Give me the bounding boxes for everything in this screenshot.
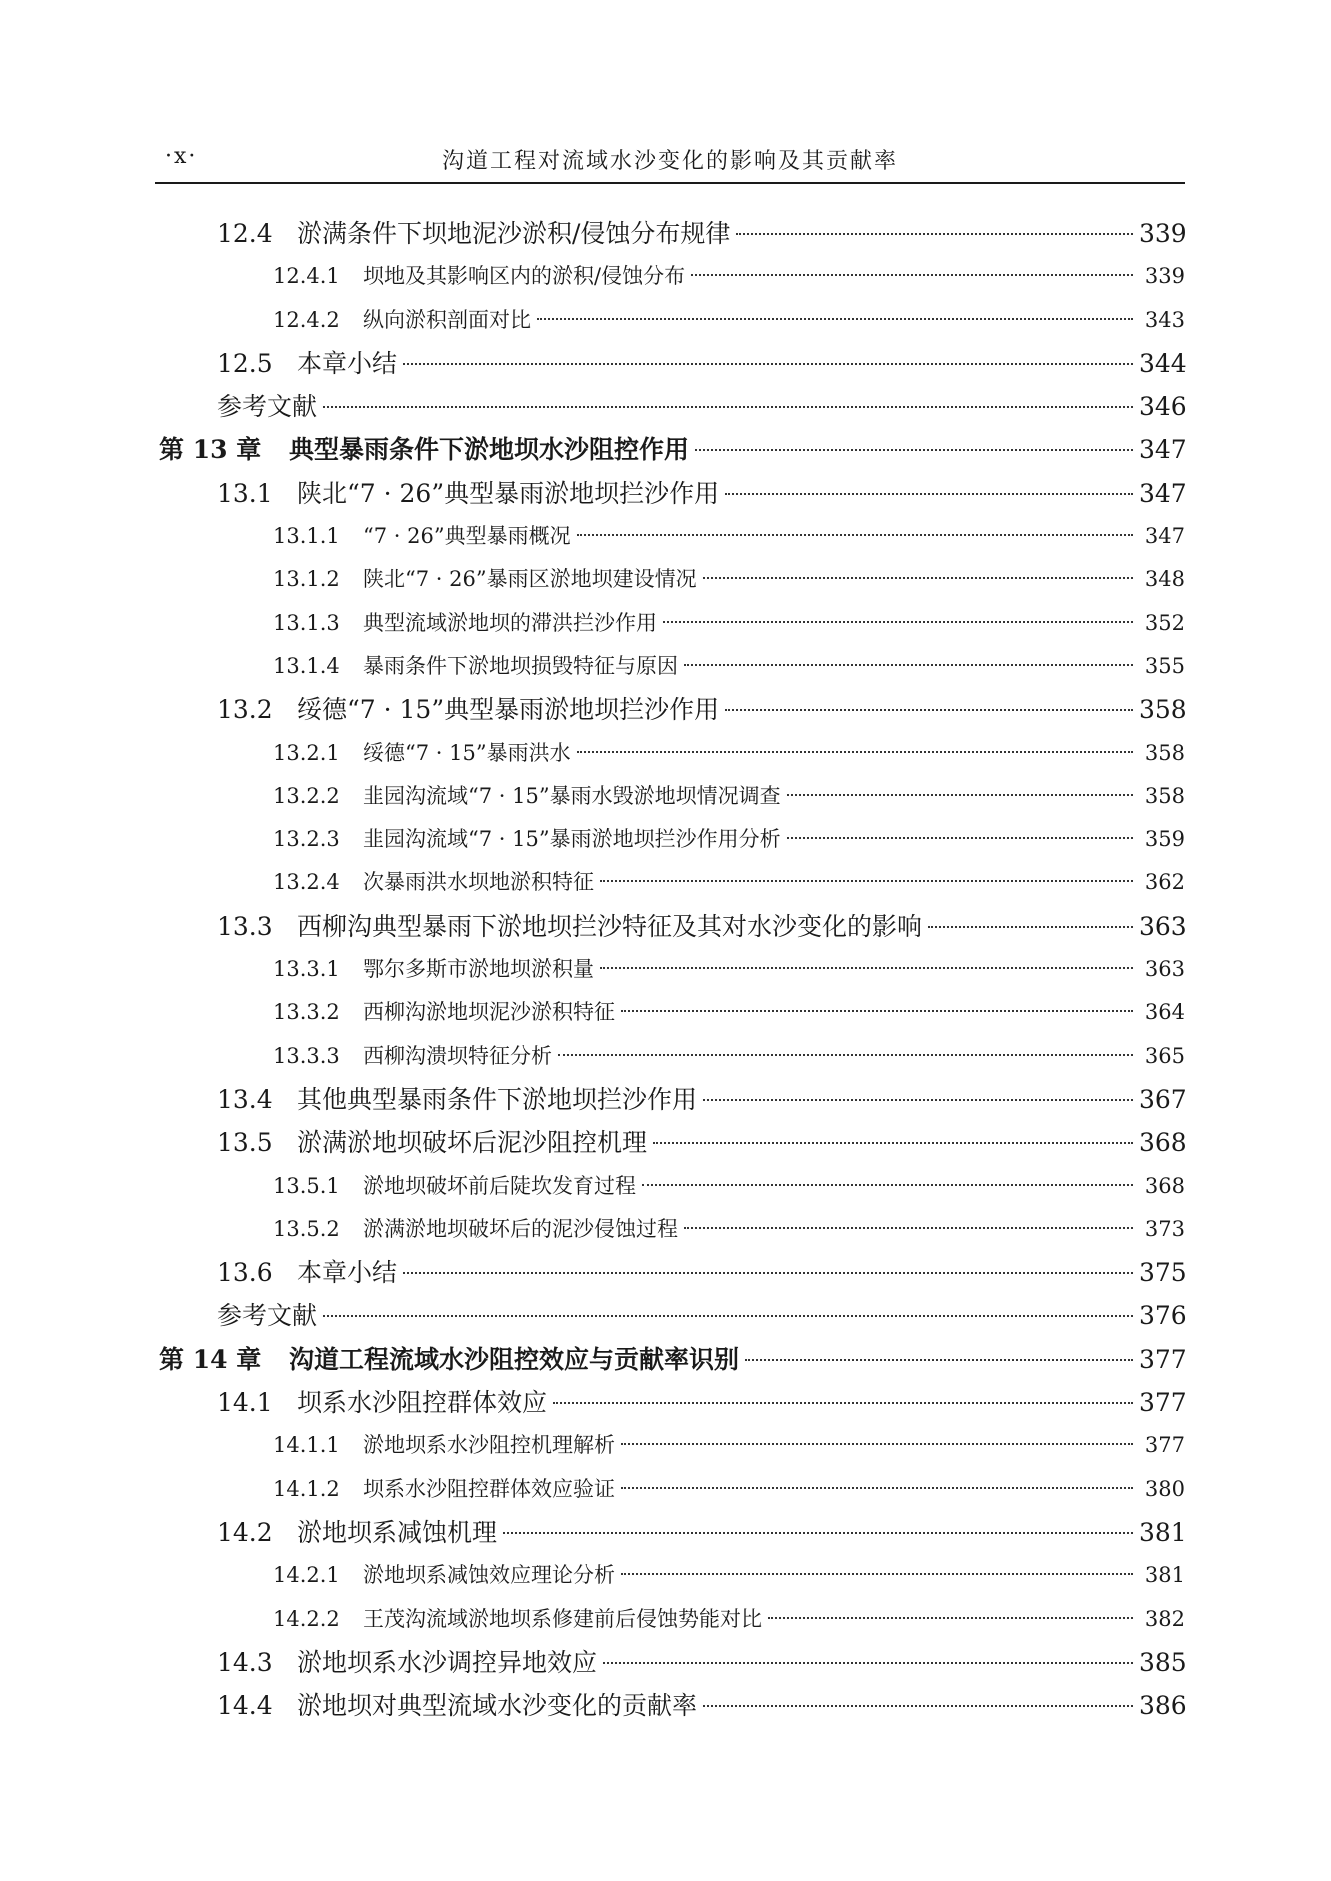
toc-entry-page: 352 xyxy=(1144,610,1185,635)
toc-entry-page: 367 xyxy=(1139,1084,1187,1114)
toc-entry-sub[interactable] xyxy=(155,255,1185,298)
toc-entry-number: 13.3 xyxy=(217,911,273,941)
toc-entry-title: 其他典型暴雨条件下淤地坝拦沙作用 xyxy=(297,1084,698,1114)
dot-leader xyxy=(323,1315,1133,1317)
dot-leader xyxy=(537,318,1133,320)
toc-entry-number: 13.1.1 xyxy=(273,524,340,549)
toc-entry-page: 363 xyxy=(1139,911,1187,941)
toc-entry-sub[interactable] xyxy=(155,775,1185,818)
toc-entry-page: 358 xyxy=(1144,783,1185,808)
toc-entry-page: 347 xyxy=(1139,435,1187,465)
toc-entry-page: 339 xyxy=(1144,264,1185,289)
toc-entry-number: 14.4 xyxy=(217,1691,273,1721)
dot-leader xyxy=(787,794,1133,796)
toc-entry-title: 韭园沟流域“7 · 15”暴雨水毁淤地坝情况调查 xyxy=(363,783,781,808)
toc-entry-sub[interactable] xyxy=(155,299,1185,342)
toc-entry-page: 373 xyxy=(1144,1216,1185,1241)
toc-entry-page: 375 xyxy=(1139,1258,1187,1288)
toc-entry-number: 14.2 xyxy=(217,1517,273,1547)
toc-entry-title: 沟道工程流域水沙阻控效应与贡献率识别 xyxy=(289,1344,740,1374)
toc-entry-page: 362 xyxy=(1144,870,1185,895)
toc-entry-page: 380 xyxy=(1144,1476,1185,1501)
toc-entry-number: 12.5 xyxy=(217,348,273,378)
dot-leader xyxy=(600,967,1133,969)
dot-leader xyxy=(621,1010,1133,1012)
toc-entry-title: 本章小结 xyxy=(297,348,398,378)
toc-entry-page: 358 xyxy=(1139,695,1187,725)
toc-entry-sub[interactable] xyxy=(155,1165,1185,1208)
toc-entry-title: 西柳沟典型暴雨下淤地坝拦沙特征及其对水沙变化的影响 xyxy=(297,911,923,941)
toc-entry-section[interactable] xyxy=(155,1251,1185,1294)
toc-entry-number: 13.5 xyxy=(217,1128,273,1158)
dot-leader xyxy=(703,577,1133,579)
toc-entry-number: 14.1 xyxy=(217,1388,273,1418)
table-of-contents xyxy=(155,212,1185,1727)
page-number: ·x· xyxy=(165,144,198,169)
toc-entry-sub[interactable] xyxy=(155,732,1185,775)
toc-entry-page: 377 xyxy=(1139,1344,1187,1374)
toc-entry-number: 13.2.1 xyxy=(273,740,340,765)
book-title: 沟道工程对流域水沙变化的影响及其贡献率 xyxy=(441,149,898,174)
dot-leader xyxy=(691,274,1133,276)
toc-entry-number: 13.1 xyxy=(217,478,273,508)
toc-entry-number: 13.6 xyxy=(217,1258,273,1288)
toc-entry-title: “7 · 26”典型暴雨概况 xyxy=(363,524,571,549)
toc-entry-title: 陕北“7 · 26”暴雨区淤地坝建设情况 xyxy=(363,567,697,592)
toc-entry-title: 淤满淤地坝破坏后的泥沙侵蚀过程 xyxy=(363,1216,678,1241)
dot-leader xyxy=(768,1617,1133,1619)
toc-entry-title: 坝系水沙阻控群体效应 xyxy=(297,1388,548,1418)
toc-entry-page: 359 xyxy=(1144,827,1185,852)
toc-entry-sub[interactable] xyxy=(155,1598,1185,1641)
toc-entry-number: 13.1.3 xyxy=(273,610,340,635)
toc-entry-page: 339 xyxy=(1139,219,1187,248)
toc-entry-page: 386 xyxy=(1139,1691,1187,1721)
dot-leader xyxy=(577,534,1133,536)
toc-entry-title: 绥德“7 · 15”典型暴雨淤地坝拦沙作用 xyxy=(297,695,720,725)
toc-entry-page: 381 xyxy=(1139,1517,1187,1547)
toc-entry-sub[interactable] xyxy=(155,645,1185,688)
toc-entry-title: 参考文献 xyxy=(217,392,318,422)
toc-entry-number: 14.2.1 xyxy=(273,1563,340,1588)
dot-leader xyxy=(684,1227,1133,1229)
toc-entry-title: 绥德“7 · 15”暴雨洪水 xyxy=(363,740,571,765)
toc-entry-page: 355 xyxy=(1144,653,1185,678)
toc-entry-chapter[interactable] xyxy=(155,1338,1185,1381)
toc-entry-number: 12.4.1 xyxy=(273,264,340,289)
dot-leader xyxy=(503,1532,1133,1534)
toc-entry-number: 13.3.2 xyxy=(273,1000,340,1025)
toc-entry-page: 343 xyxy=(1144,307,1185,332)
toc-entry-sub[interactable] xyxy=(155,1208,1185,1251)
toc-entry-title: 王茂沟流域淤地坝系修建前后侵蚀势能对比 xyxy=(363,1606,762,1631)
toc-entry-sub[interactable] xyxy=(155,1554,1185,1597)
toc-entry-sub[interactable] xyxy=(155,602,1185,645)
toc-entry-page: 346 xyxy=(1139,392,1187,422)
toc-entry-sub[interactable] xyxy=(155,1424,1185,1467)
dot-leader xyxy=(703,1099,1133,1101)
toc-entry-title: 西柳沟溃坝特征分析 xyxy=(363,1043,552,1068)
dot-leader xyxy=(703,1705,1133,1707)
toc-entry-ref[interactable] xyxy=(155,385,1185,428)
toc-entry-number: 13.2 xyxy=(217,695,273,725)
toc-entry-number: 13.3.3 xyxy=(273,1043,340,1068)
toc-entry-section[interactable] xyxy=(155,1641,1185,1684)
toc-entry-title: 淤地坝系水沙阻控机理解析 xyxy=(363,1433,615,1458)
toc-entry-title: 淤地坝系减蚀效应理论分析 xyxy=(363,1563,615,1588)
toc-entry-sub[interactable] xyxy=(155,1468,1185,1511)
toc-entry-number: 第 14 章 xyxy=(159,1344,262,1374)
toc-entry-sub[interactable] xyxy=(155,515,1185,558)
toc-entry-number: 第 13 章 xyxy=(159,435,262,465)
dot-leader xyxy=(403,363,1133,365)
toc-entry-number: 14.2.2 xyxy=(273,1606,340,1631)
dot-leader xyxy=(600,880,1133,882)
toc-entry-sub[interactable] xyxy=(155,861,1185,904)
toc-entry-page: 368 xyxy=(1139,1128,1187,1158)
toc-entry-number: 12.4 xyxy=(217,219,273,248)
toc-entry-title: 淤满条件下坝地泥沙淤积/侵蚀分布规律 xyxy=(297,219,731,248)
dot-leader xyxy=(553,1402,1133,1404)
toc-entry-title: 典型暴雨条件下淤地坝水沙阻控作用 xyxy=(289,435,690,465)
toc-entry-title: 暴雨条件下淤地坝损毁特征与原因 xyxy=(363,653,678,678)
page-header xyxy=(155,140,1185,184)
toc-entry-sub[interactable] xyxy=(155,991,1185,1034)
toc-entry-title: 坝系水沙阻控群体效应验证 xyxy=(363,1476,615,1501)
toc-entry-page: 347 xyxy=(1144,524,1185,549)
toc-entry-ref[interactable] xyxy=(155,1294,1185,1337)
toc-entry-title: 韭园沟流域“7 · 15”暴雨淤地坝拦沙作用分析 xyxy=(363,827,781,852)
toc-entry-page: 382 xyxy=(1144,1606,1185,1631)
toc-entry-title: 坝地及其影响区内的淤积/侵蚀分布 xyxy=(363,264,686,289)
toc-entry-section[interactable] xyxy=(155,688,1185,731)
toc-entry-section[interactable] xyxy=(155,212,1185,255)
dot-leader xyxy=(928,926,1133,928)
toc-entry-page: 377 xyxy=(1144,1433,1185,1458)
dot-leader xyxy=(736,233,1133,235)
toc-entry-section[interactable] xyxy=(155,1381,1185,1424)
dot-leader xyxy=(663,621,1133,623)
toc-entry-section[interactable] xyxy=(155,905,1185,948)
toc-entry-number: 13.2.4 xyxy=(273,870,340,895)
toc-entry-number: 12.4.2 xyxy=(273,307,340,332)
toc-entry-page: 368 xyxy=(1144,1173,1185,1198)
dot-leader xyxy=(787,837,1133,839)
toc-entry-page: 364 xyxy=(1144,1000,1185,1025)
toc-entry-title: 鄂尔多斯市淤地坝淤积量 xyxy=(363,957,594,982)
toc-entry-title: 淤地坝对典型流域水沙变化的贡献率 xyxy=(297,1691,698,1721)
toc-entry-title: 淤地坝系水沙调控异地效应 xyxy=(297,1647,598,1677)
toc-entry-section[interactable] xyxy=(155,1684,1185,1727)
toc-entry-page: 358 xyxy=(1144,740,1185,765)
dot-leader xyxy=(642,1184,1133,1186)
toc-entry-page: 376 xyxy=(1139,1301,1187,1331)
toc-entry-title: 典型流域淤地坝的滞洪拦沙作用 xyxy=(363,610,657,635)
toc-entry-sub[interactable] xyxy=(155,1035,1185,1078)
toc-entry-number: 14.1.1 xyxy=(273,1433,340,1458)
dot-leader xyxy=(745,1359,1133,1361)
toc-entry-number: 13.3.1 xyxy=(273,957,340,982)
dot-leader xyxy=(577,751,1133,753)
toc-entry-sub[interactable] xyxy=(155,948,1185,991)
toc-entry-title: 纵向淤积剖面对比 xyxy=(363,307,531,332)
dot-leader xyxy=(695,449,1133,451)
toc-entry-title: 西柳沟淤地坝泥沙淤积特征 xyxy=(363,1000,615,1025)
dot-leader xyxy=(403,1272,1133,1274)
toc-entry-number: 13.1.2 xyxy=(273,567,340,592)
toc-entry-number: 13.2.2 xyxy=(273,783,340,808)
dot-leader xyxy=(621,1443,1133,1445)
toc-entry-title: 次暴雨洪水坝地淤积特征 xyxy=(363,870,594,895)
toc-entry-section[interactable] xyxy=(155,472,1185,515)
toc-entry-page: 365 xyxy=(1144,1043,1185,1068)
toc-entry-title: 淤满淤地坝破坏后泥沙阻控机理 xyxy=(297,1128,648,1158)
toc-entry-number: 13.5.2 xyxy=(273,1216,340,1241)
toc-entry-section[interactable] xyxy=(155,1511,1185,1554)
toc-entry-number: 13.4 xyxy=(217,1084,273,1114)
toc-entry-section[interactable] xyxy=(155,342,1185,385)
toc-entry-page: 347 xyxy=(1139,478,1187,508)
toc-entry-number: 13.5.1 xyxy=(273,1173,340,1198)
toc-entry-section[interactable] xyxy=(155,1078,1185,1121)
toc-entry-title: 淤地坝系减蚀机理 xyxy=(297,1517,498,1547)
toc-entry-title: 淤地坝破坏前后陡坎发育过程 xyxy=(363,1173,636,1198)
toc-entry-page: 381 xyxy=(1144,1563,1185,1588)
toc-entry-sub[interactable] xyxy=(155,558,1185,601)
dot-leader xyxy=(653,1142,1133,1144)
toc-entry-title: 陕北“7 · 26”典型暴雨淤地坝拦沙作用 xyxy=(297,478,720,508)
toc-entry-sub[interactable] xyxy=(155,818,1185,861)
toc-entry-number: 14.1.2 xyxy=(273,1476,340,1501)
dot-leader xyxy=(621,1487,1133,1489)
dot-leader xyxy=(725,493,1133,495)
toc-entry-title: 参考文献 xyxy=(217,1301,318,1331)
dot-leader xyxy=(323,406,1133,408)
toc-entry-page: 385 xyxy=(1139,1647,1187,1677)
toc-entry-section[interactable] xyxy=(155,1121,1185,1164)
toc-entry-number: 13.1.4 xyxy=(273,653,340,678)
dot-leader xyxy=(558,1054,1133,1056)
toc-entry-number: 14.3 xyxy=(217,1647,273,1677)
toc-entry-page: 363 xyxy=(1144,957,1185,982)
toc-entry-page: 344 xyxy=(1139,348,1187,378)
dot-leader xyxy=(603,1662,1133,1664)
toc-entry-page: 348 xyxy=(1144,567,1185,592)
toc-entry-chapter[interactable] xyxy=(155,428,1185,471)
dot-leader xyxy=(725,709,1133,711)
toc-entry-number: 13.2.3 xyxy=(273,827,340,852)
dot-leader xyxy=(684,664,1133,666)
dot-leader xyxy=(621,1573,1133,1575)
toc-entry-page: 377 xyxy=(1139,1388,1187,1418)
toc-entry-title: 本章小结 xyxy=(297,1258,398,1288)
